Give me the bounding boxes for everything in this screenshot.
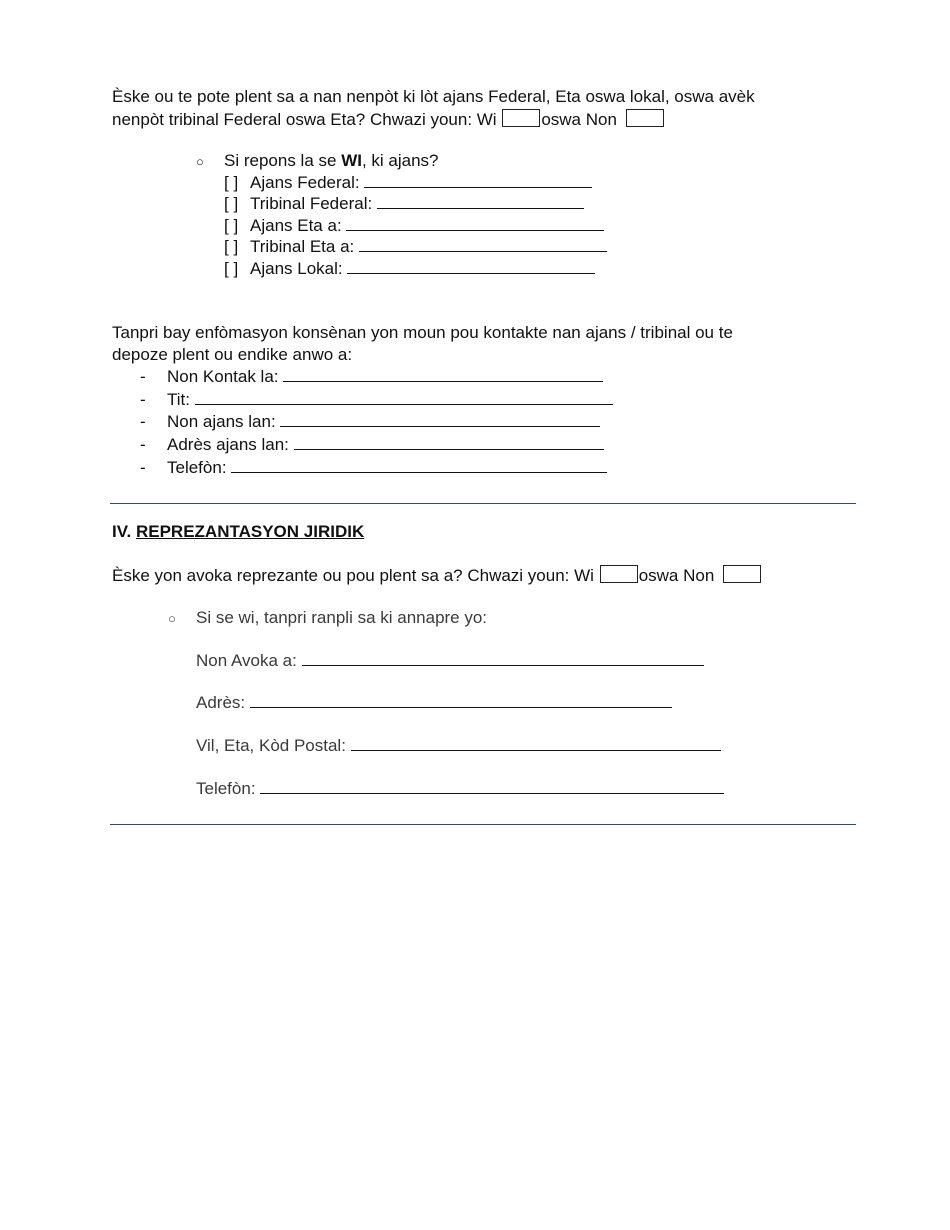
agency-row-federal[interactable] [224, 173, 592, 193]
agency-label: Ajans Eta a: [250, 216, 342, 235]
section-4-heading [112, 522, 364, 542]
contact-label: Telefòn: [167, 458, 227, 477]
attorney-address-row[interactable] [196, 693, 672, 713]
section-divider [110, 824, 856, 825]
agency-label: Tribinal Federal: [250, 194, 373, 213]
contact-label: Non ajans lan: [167, 412, 276, 431]
attorney-label: Non Avoka a: [196, 651, 297, 670]
agency-field[interactable] [346, 216, 604, 231]
section-4-title: REPREZANTASYON JIRIDIK [135, 522, 365, 541]
contact-input[interactable] [294, 435, 604, 450]
attorney-input[interactable] [260, 779, 724, 794]
contact-intro-line-2: depoze plent ou endike anwo a: [112, 345, 353, 364]
attorney-subquestion [168, 608, 487, 629]
contact-field-title[interactable] [140, 390, 613, 410]
q1-yes-box[interactable] [502, 109, 540, 127]
q1-line-1: Èske ou te pote plent sa a nan nenpòt ki lòt ajans Federal, Eta oswa lokal, oswa avèk [112, 87, 755, 106]
contact-label: Non Kontak la: [167, 367, 279, 386]
attorney-label: Adrès: [196, 693, 246, 712]
contact-label: Tit: [167, 390, 190, 409]
agency-field[interactable] [364, 173, 592, 188]
contact-field-agency-address[interactable] [140, 435, 604, 455]
attorney-city-row[interactable] [196, 736, 721, 756]
agency-label: Ajans Lokal: [250, 259, 343, 278]
agency-label: Ajans Federal: [250, 173, 360, 192]
q1-sub-prefix: Si repons la se [224, 151, 342, 170]
agency-row-local[interactable] [224, 259, 595, 279]
bullet-icon: ○ [168, 611, 176, 626]
attorney-input[interactable] [302, 651, 704, 666]
attorney-name-row[interactable] [196, 651, 704, 671]
q1-sub-bold: WI [341, 151, 362, 170]
agency-row-state[interactable] [224, 216, 604, 236]
attorney-input[interactable] [250, 693, 672, 708]
q1-question-text: nenpòt tribinal Federal oswa Eta? Chwazi youn: Wi [112, 110, 497, 129]
q1-subquestion [196, 151, 439, 172]
q1-no-box[interactable] [626, 109, 664, 127]
agency-checkbox[interactable]: [ ] [224, 216, 239, 235]
attorney-label: Telefòn: [196, 779, 256, 798]
section-4-question [112, 565, 762, 586]
section-4-number: IV. [112, 522, 132, 541]
agency-row-state-court[interactable] [224, 237, 607, 257]
agency-checkbox[interactable]: [ ] [224, 194, 239, 213]
attorney-label: Vil, Eta, Kòd Postal: [196, 736, 346, 755]
contact-field-agency-name[interactable] [140, 412, 600, 432]
attorney-no-box[interactable] [723, 565, 761, 583]
dash-marker: - [140, 435, 146, 454]
section-divider [110, 503, 856, 504]
agency-checkbox[interactable]: [ ] [224, 173, 239, 192]
agency-field[interactable] [377, 194, 584, 209]
bullet-icon: ○ [196, 154, 204, 169]
agency-row-federal-court[interactable] [224, 194, 584, 214]
attorney-yes-box[interactable] [600, 565, 638, 583]
q1-or-no-label: oswa Non [541, 110, 617, 129]
agency-checkbox[interactable]: [ ] [224, 259, 239, 278]
agency-field[interactable] [359, 237, 607, 252]
attorney-input[interactable] [351, 736, 721, 751]
contact-label: Adrès ajans lan: [167, 435, 289, 454]
agency-field[interactable] [347, 259, 595, 274]
attorney-question-text: Èske yon avoka reprezante ou pou plent sa a? Chwazi youn: Wi [112, 566, 594, 585]
dash-marker: - [140, 412, 146, 431]
contact-field-name[interactable] [140, 367, 603, 387]
dash-marker: - [140, 367, 146, 386]
contact-intro-line-1: Tanpri bay enfòmasyon konsènan yon moun pou kontakte nan ajans / tribinal ou te [112, 323, 733, 342]
contact-input[interactable] [195, 390, 613, 405]
attorney-or-no-label: oswa Non [638, 566, 715, 585]
attorney-phone-row[interactable] [196, 779, 724, 799]
attorney-sub-text: Si se wi, tanpri ranpli sa ki annapre yo: [196, 608, 488, 627]
contact-input[interactable] [231, 458, 607, 473]
contact-input[interactable] [280, 412, 600, 427]
dash-marker: - [140, 458, 146, 477]
dash-marker: - [140, 390, 146, 409]
agency-checkbox[interactable]: [ ] [224, 237, 239, 256]
contact-input[interactable] [283, 367, 603, 382]
contact-field-phone[interactable] [140, 458, 607, 478]
q1-line-2 [112, 109, 665, 130]
agency-label: Tribinal Eta a: [250, 237, 355, 256]
q1-sub-suffix: , ki ajans? [361, 151, 439, 170]
